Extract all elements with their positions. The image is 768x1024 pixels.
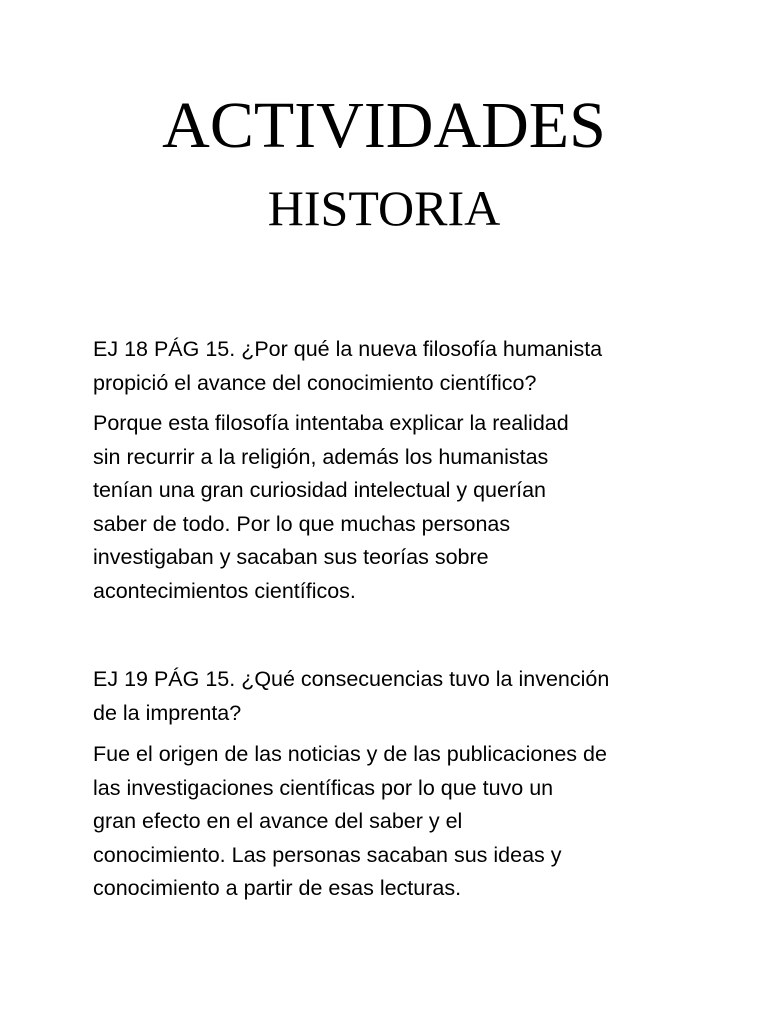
page-subtitle: HISTORIA xyxy=(267,180,501,236)
exercise-18-question: EJ 18 PÁG 15. ¿Por qué la nueva filosofía humanista propició el avance del conocimiento científico? xyxy=(93,337,603,395)
exercise-19-question: EJ 19 PÁG 15. ¿Qué consecuencias tuvo la invención de la imprenta? xyxy=(93,667,610,725)
page-title: ACTIVIDADES xyxy=(162,89,606,162)
exercise-18-answer: Porque esta filosofía intentaba explicar la realidad sin recurrir a la religión, además los humanistas tenían una gran curiosidad intelectual y querían saber de todo. Por lo que muchas personas investigaban y sacaban sus teorías sobre acontecimientos científicos. xyxy=(93,411,569,603)
exercise-19-answer: Fue el origen de las noticias y de las publicaciones de las investigaciones científicas por lo que tuvo un gran efecto en el avance del saber y el conocimiento. Las personas sacaban sus ideas y conocimiento a partir de esas lecturas. xyxy=(93,742,607,900)
